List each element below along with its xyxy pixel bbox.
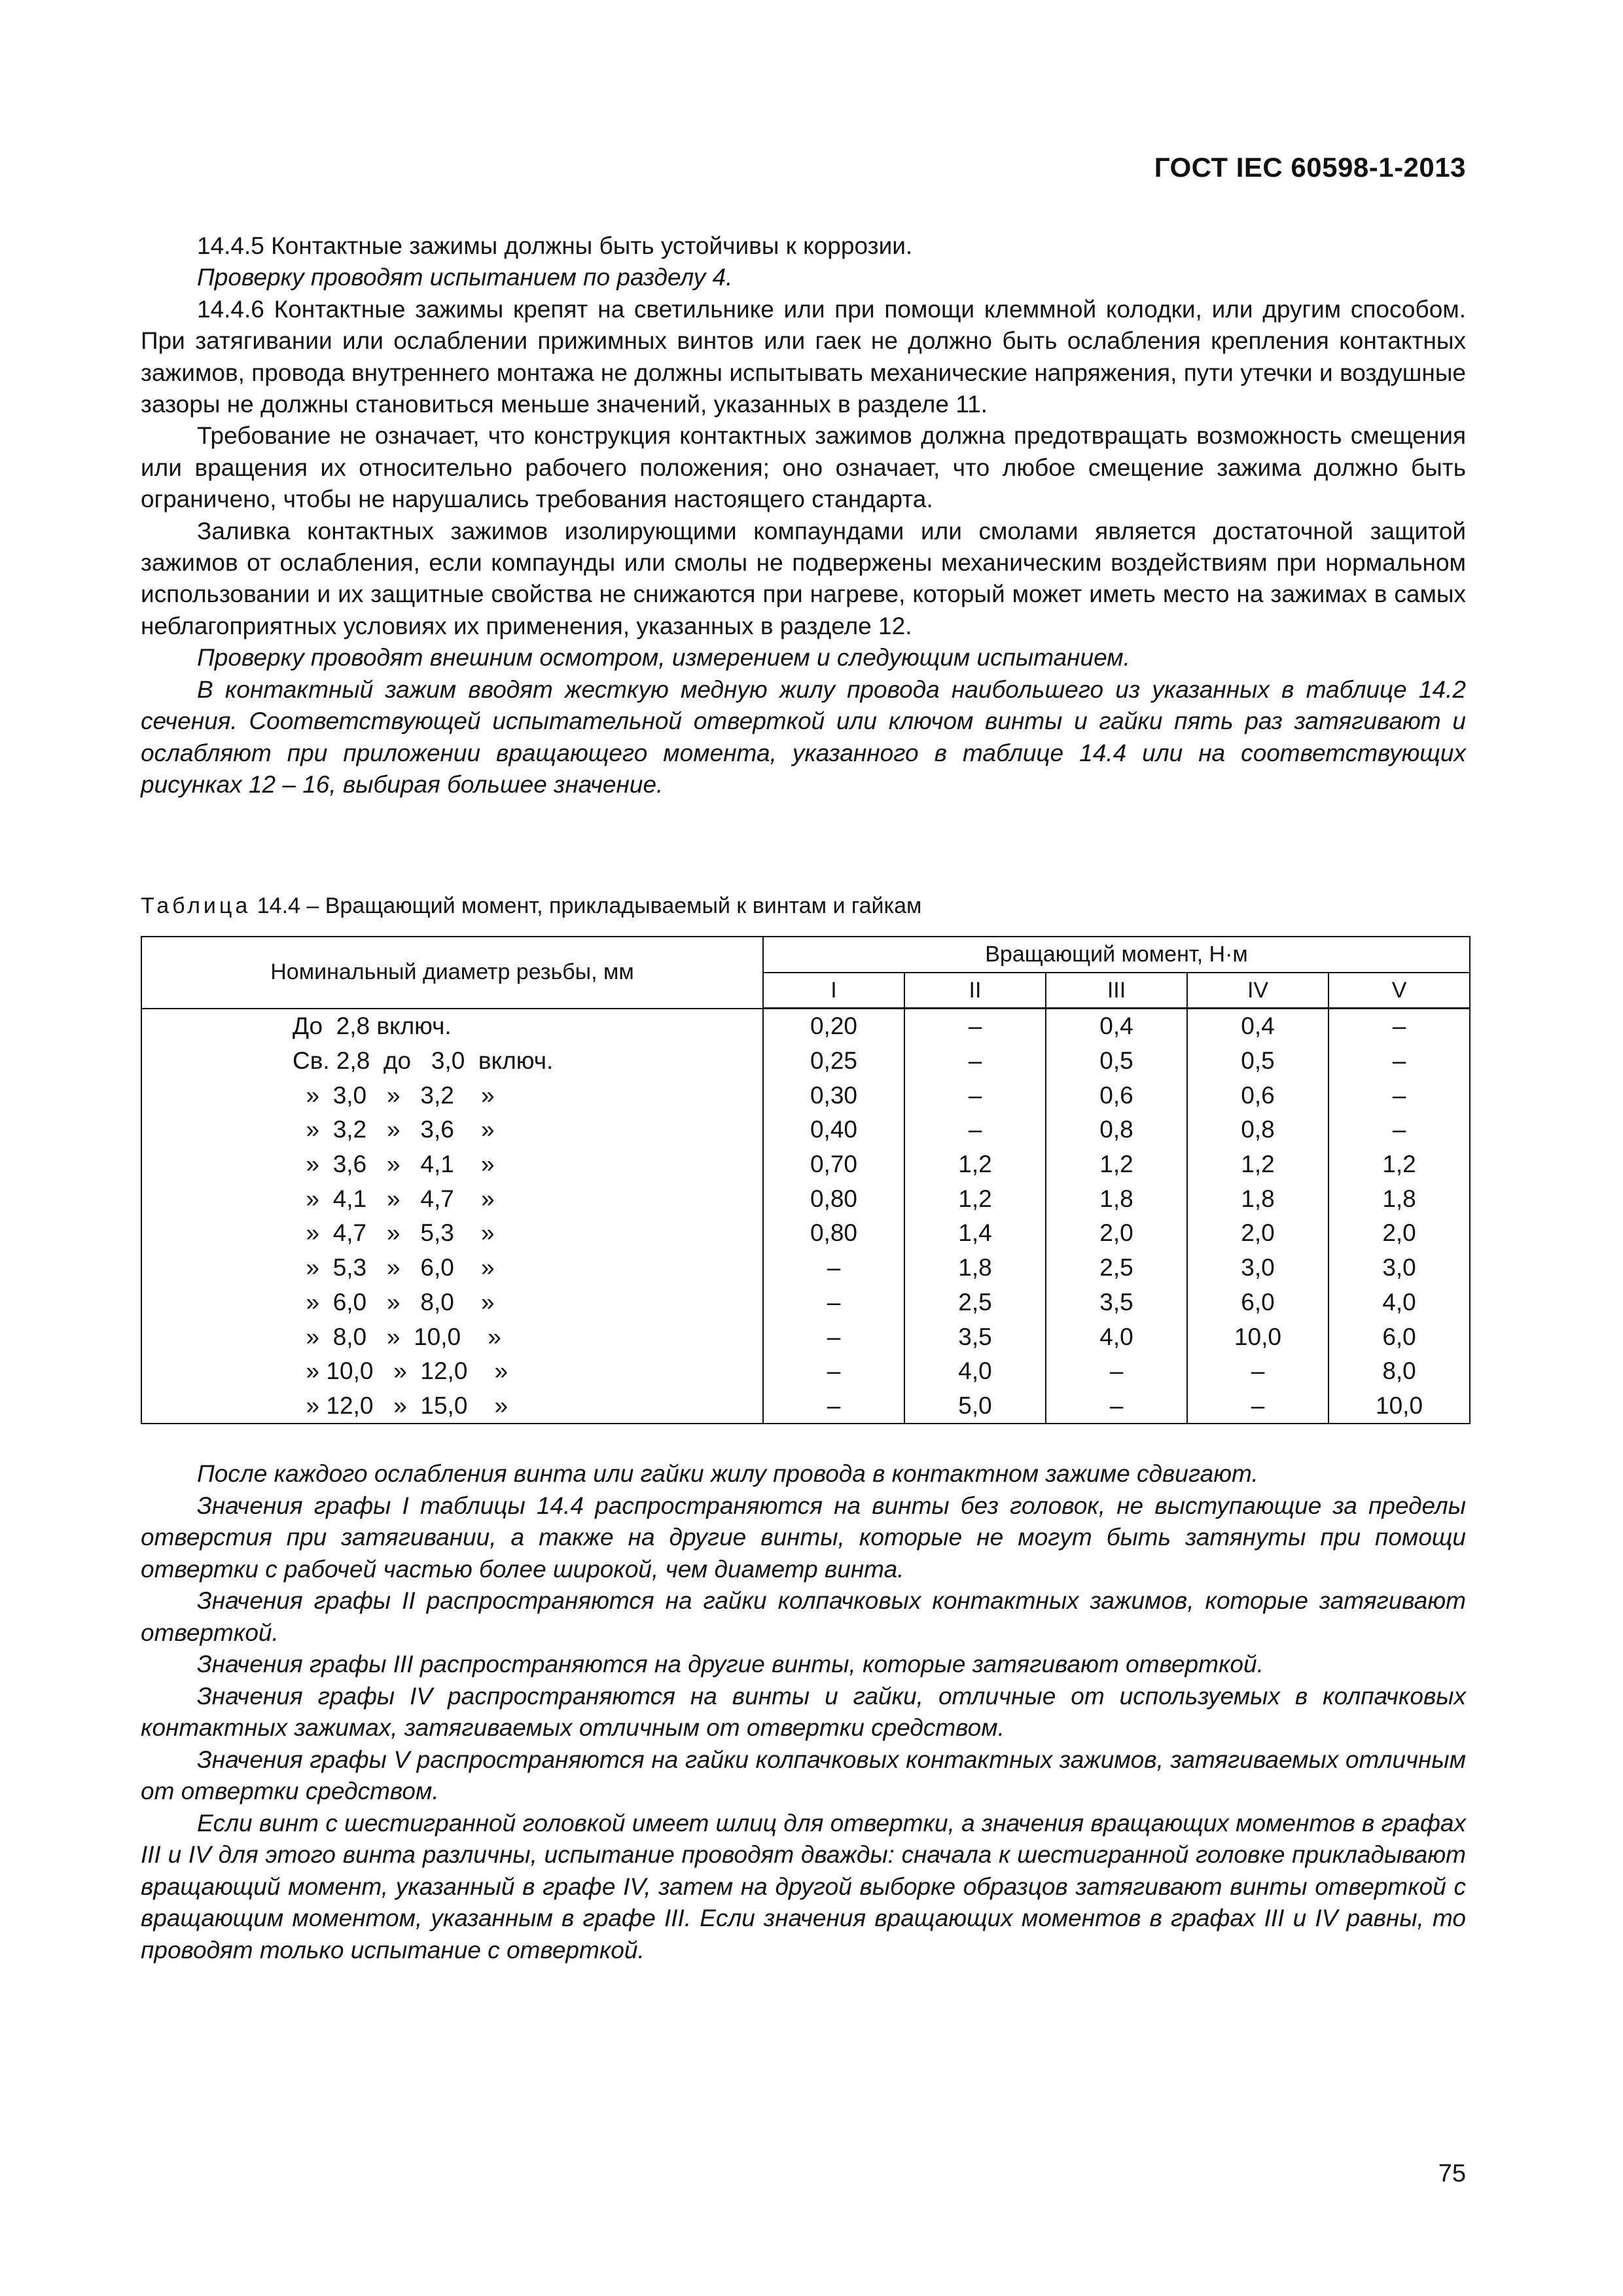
- torque-value-cell: 8,0: [1329, 1354, 1470, 1389]
- table-row: [141, 1251, 1470, 1285]
- table-caption: [141, 893, 921, 919]
- torque-value-cell: 0,40: [763, 1113, 904, 1147]
- table-row: [141, 1147, 1470, 1182]
- thread-diameter-cell: » 8,0 » 10,0 »: [141, 1319, 763, 1354]
- torque-value-cell: 0,8: [1046, 1113, 1187, 1147]
- thread-diameter-cell: » 3,6 » 4,1 »: [141, 1147, 763, 1182]
- torque-value-cell: 1,4: [904, 1216, 1046, 1251]
- torque-value-cell: –: [1046, 1389, 1187, 1424]
- document-header: ГОСТ IEC 60598-1-2013: [1154, 152, 1466, 183]
- torque-value-cell: –: [904, 1009, 1046, 1044]
- torque-value-cell: –: [763, 1319, 904, 1354]
- torque-value-cell: 1,2: [1329, 1147, 1470, 1182]
- clause-14-4-5: 14.4.5 Контактные зажимы должны быть устойчивы к коррозии.: [197, 232, 913, 259]
- thread-diameter-cell: » 6,0 » 8,0 »: [141, 1285, 763, 1320]
- torque-value-cell: 3,0: [1329, 1251, 1470, 1285]
- header-col-v: V: [1329, 973, 1470, 1009]
- torque-value-cell: 2,0: [1329, 1216, 1470, 1251]
- torque-value-cell: 1,8: [904, 1251, 1046, 1285]
- table-caption-label: Таблица: [141, 893, 251, 918]
- header-thread-diameter: Номинальный диаметр резьбы, мм: [141, 937, 763, 1009]
- torque-value-cell: 0,70: [763, 1147, 904, 1182]
- thread-diameter-cell: До 2,8 включ.: [141, 1009, 763, 1044]
- note-shift-wire: После каждого ослабления винта или гайки жилу провода в контактном зажиме сдвигают.: [197, 1460, 1258, 1487]
- torque-value-cell: 1,2: [1046, 1147, 1187, 1182]
- torque-value-cell: 10,0: [1187, 1319, 1329, 1354]
- torque-value-cell: –: [1329, 1078, 1470, 1113]
- torque-value-cell: 6,0: [1187, 1285, 1329, 1320]
- note-col-i: Значения графы I таблицы 14.4 распространяются на винты без головок, не выступающие за пределы отверстия при затягивании, а также на другие винты, которые не могут быть затянуты при помощи отвертки с рабочей частью более широкой, чем диаметр винта.: [141, 1492, 1466, 1583]
- thread-diameter-cell: » 12,0 » 15,0 »: [141, 1389, 763, 1424]
- table-row: [141, 1113, 1470, 1147]
- torque-value-cell: 0,25: [763, 1044, 904, 1079]
- table-caption-text: 14.4 – Вращающий момент, прикладываемый к винтам и гайкам: [251, 893, 922, 918]
- torque-value-cell: –: [1329, 1113, 1470, 1147]
- torque-value-cell: 5,0: [904, 1389, 1046, 1424]
- torque-value-cell: 3,0: [1187, 1251, 1329, 1285]
- table-row: [141, 1354, 1470, 1389]
- torque-value-cell: –: [1187, 1389, 1329, 1424]
- table-notes: [141, 1458, 1466, 1966]
- torque-value-cell: 2,0: [1187, 1216, 1329, 1251]
- torque-value-cell: 0,6: [1187, 1078, 1329, 1113]
- thread-diameter-cell: Св. 2,8 до 3,0 включ.: [141, 1044, 763, 1079]
- torque-value-cell: 6,0: [1329, 1319, 1470, 1354]
- verification-note: Проверку проводят испытанием по разделу 4.: [197, 264, 733, 291]
- body-text: [141, 230, 1466, 800]
- torque-value-cell: 0,4: [1187, 1009, 1329, 1044]
- table-row: [141, 1044, 1470, 1079]
- note-col-ii: Значения графы II распространяются на гайки колпачковых контактных зажимов, которые затягивают отверткой.: [141, 1587, 1466, 1646]
- note-col-v: Значения графы V распространяются на гайки колпачковых контактных зажимов, затягиваемых отличным от отвертки средством.: [141, 1746, 1466, 1804]
- requirement-explanation: Требование не означает, что конструкция контактных зажимов должна предотвращать возможность смещения или вращения их относительно рабочего положения; оно означает, что любое смещение зажима должно быть ограничено, чтобы не нарушались требования настоящего стандарта.: [141, 422, 1466, 513]
- torque-value-cell: –: [1329, 1009, 1470, 1044]
- torque-value-cell: 1,2: [904, 1181, 1046, 1216]
- torque-value-cell: 0,30: [763, 1078, 904, 1113]
- torque-value-cell: 0,6: [1046, 1078, 1187, 1113]
- torque-value-cell: 2,5: [904, 1285, 1046, 1320]
- thread-diameter-cell: » 4,1 » 4,7 »: [141, 1181, 763, 1216]
- torque-value-cell: –: [904, 1044, 1046, 1079]
- torque-value-cell: 0,5: [1187, 1044, 1329, 1079]
- torque-value-cell: 0,8: [1187, 1113, 1329, 1147]
- torque-value-cell: –: [904, 1113, 1046, 1147]
- header-col-iv: IV: [1187, 973, 1329, 1009]
- torque-value-cell: 0,20: [763, 1009, 904, 1044]
- torque-value-cell: 1,8: [1046, 1181, 1187, 1216]
- thread-diameter-cell: » 3,0 » 3,2 »: [141, 1078, 763, 1113]
- torque-value-cell: –: [904, 1078, 1046, 1113]
- table-row: [141, 1389, 1470, 1424]
- thread-diameter-cell: » 4,7 » 5,3 »: [141, 1216, 763, 1251]
- torque-value-cell: –: [763, 1251, 904, 1285]
- thread-diameter-cell: » 5,3 » 6,0 »: [141, 1251, 763, 1285]
- torque-value-cell: –: [763, 1389, 904, 1424]
- note-col-iv: Значения графы IV распространяются на винты и гайки, отличные от используемых в колпачковых контактных зажимах, затягиваемых отличным от отвертки средством.: [141, 1682, 1466, 1741]
- torque-value-cell: 1,8: [1329, 1181, 1470, 1216]
- page-number: 75: [1438, 2160, 1466, 2187]
- torque-value-cell: –: [763, 1354, 904, 1389]
- torque-value-cell: 0,4: [1046, 1009, 1187, 1044]
- note-hex-head: Если винт с шестигранной головкой имеет шлиц для отвертки, а значения вращающих моментов в графах III и IV для этого винта различны, испытание проводят дважды: сначала к шестигранной головке прикладывают вращающий момент, указанный в графе IV, затем на другой выборке образцов затягивают винты отверткой с вращающим моментом, указанным в графе III. Если значения вращающих моментов в графах III и IV равны, то проводят только испытание с отверткой.: [141, 1809, 1466, 1964]
- header-col-iii: III: [1046, 973, 1187, 1009]
- torque-value-cell: 0,80: [763, 1181, 904, 1216]
- torque-value-cell: 3,5: [904, 1319, 1046, 1354]
- thread-diameter-cell: » 3,2 » 3,6 »: [141, 1113, 763, 1147]
- table-row: [141, 1216, 1470, 1251]
- torque-table-body: [141, 1009, 1470, 1424]
- compound-filling-note: Заливка контактных зажимов изолирующими компаундами или смолами является достаточной защитой зажимов от ослабления, если компаунды или смолы не подвержены механическим воздействиям при нормальном использовании и их защитные свойства не снижаются при нагреве, который может иметь место на зажимах в самых неблагоприятных условиях их применения, указанных в разделе 12.: [141, 517, 1466, 639]
- torque-value-cell: 2,5: [1046, 1251, 1187, 1285]
- torque-value-cell: 4,0: [1046, 1319, 1187, 1354]
- torque-table: [141, 936, 1471, 1424]
- torque-value-cell: –: [1187, 1354, 1329, 1389]
- torque-value-cell: 4,0: [904, 1354, 1046, 1389]
- clause-14-4-6: 14.4.6 Контактные зажимы крепят на светильнике или при помощи клеммной колодки, или другим способом. При затягивании или ослаблении прижимных винтов или гаек не должно быть ослабления крепления контактных зажимов, провода внутреннего монтажа не должны испытывать механические напряжения, пути утечки и воздушные зазоры не должны становиться меньше значений, указанных в разделе 11.: [141, 295, 1466, 418]
- torque-value-cell: –: [1329, 1044, 1470, 1079]
- thread-diameter-cell: » 10,0 » 12,0 »: [141, 1354, 763, 1389]
- torque-value-cell: 0,80: [763, 1216, 904, 1251]
- torque-value-cell: 1,2: [904, 1147, 1046, 1182]
- torque-value-cell: –: [1046, 1354, 1187, 1389]
- torque-value-cell: 2,0: [1046, 1216, 1187, 1251]
- torque-value-cell: 1,8: [1187, 1181, 1329, 1216]
- table-row: [141, 1181, 1470, 1216]
- torque-value-cell: 1,2: [1187, 1147, 1329, 1182]
- torque-value-cell: 4,0: [1329, 1285, 1470, 1320]
- torque-value-cell: 0,5: [1046, 1044, 1187, 1079]
- test-procedure: В контактный зажим вводят жесткую медную жилу провода наибольшего из указанных в таблице 14.2 сечения. Соответствующей испытательной отверткой или ключом винты и гайки пять раз затягивают и ослабляют при приложении вращающего момента, указанного в таблице 14.4 или на соответствующих рисунках 12 – 16, выбирая большее значение.: [141, 675, 1466, 798]
- table-row: [141, 1009, 1470, 1044]
- header-col-ii: II: [904, 973, 1046, 1009]
- note-col-iii: Значения графы III распространяются на другие винты, которые затягивают отверткой.: [197, 1651, 1264, 1677]
- torque-value-cell: 3,5: [1046, 1285, 1187, 1320]
- table-row: [141, 1319, 1470, 1354]
- table-row: [141, 1285, 1470, 1320]
- torque-value-cell: 10,0: [1329, 1389, 1470, 1424]
- torque-value-cell: –: [763, 1285, 904, 1320]
- table-row: [141, 1078, 1470, 1113]
- header-col-i: I: [763, 973, 904, 1009]
- header-torque: Вращающий момент, Н·м: [763, 937, 1470, 973]
- inspection-note: Проверку проводят внешним осмотром, измерением и следующим испытанием.: [197, 644, 1130, 672]
